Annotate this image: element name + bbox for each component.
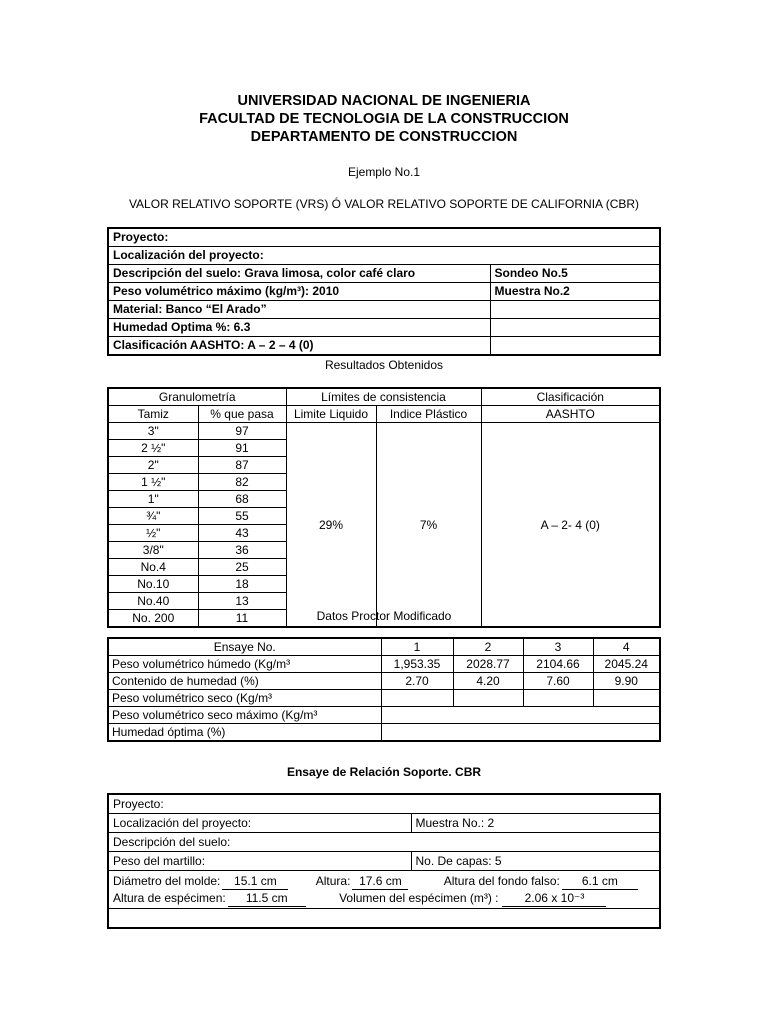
results-table [107, 387, 661, 628]
soil-description-field: Descripción del suelo: Grava limosa, color café claro [108, 265, 490, 283]
trial-number: 2 [453, 638, 523, 656]
sieve-cell: 2 ½" [108, 440, 198, 457]
trial-number: 1 [381, 638, 453, 656]
sondeo-field: Sondeo No.5 [490, 265, 660, 283]
passing-cell: 43 [198, 525, 286, 542]
passing-cell: 18 [198, 576, 286, 593]
sieve-cell: 3/8" [108, 542, 198, 559]
dry-weight-label: Peso volumétrico seco (Kg/m³ [108, 690, 381, 707]
cbr-title: Ensaye de Relación Soporte. CBR [286, 765, 482, 779]
sieve-cell: 1" [108, 491, 198, 508]
optimal-moisture-label: Humedad óptima (%) [108, 724, 381, 742]
sieve-cell: 3" [108, 423, 198, 440]
mold-diameter-label: Diámetro del molde: [113, 874, 221, 888]
aashto-header: AASHTO [481, 406, 660, 423]
optimal-moisture-field: Humedad Optima %: 6.3 [108, 319, 490, 337]
hammer-weight-field: Peso del martillo: [108, 852, 411, 871]
plasticity-index-header: Indice Plástico [376, 406, 481, 423]
granulometry-header: Granulometría [108, 388, 286, 406]
wet-weight-label: Peso volumétrico húmedo (Kg/m³ [108, 656, 381, 673]
wet-weight-value: 2045.24 [593, 656, 660, 673]
sieve-cell: 2" [108, 457, 198, 474]
passing-cell: 13 [198, 593, 286, 610]
sample-field: Muestra No.2 [490, 283, 660, 301]
passing-cell: 91 [198, 440, 286, 457]
mold-height-value: 17.6 cm [352, 873, 408, 890]
empty-cell [593, 690, 660, 707]
empty-cell [381, 690, 453, 707]
wet-weight-value: 1,953.35 [381, 656, 453, 673]
moisture-content-value: 4.20 [453, 673, 523, 690]
university-title: UNIVERSIDAD NACIONAL DE INGENIERIA [237, 93, 531, 109]
project-info-table [107, 227, 661, 356]
mold-row-2 [113, 890, 655, 907]
trial-label: Ensaye No. [108, 638, 381, 656]
cbr-location-field: Localización del proyecto: [108, 814, 411, 833]
moisture-content-value: 9.90 [593, 673, 660, 690]
specimen-volume-value: 2.06 x 10⁻³ [502, 890, 606, 907]
mold-dimensions-cell [108, 871, 660, 909]
faculty-title: FACULTAD DE TECNOLOGIA DE LA CONSTRUCCION [199, 111, 569, 127]
cbr-sample-field: Muestra No.: 2 [411, 814, 660, 833]
cbr-table [107, 793, 661, 929]
empty-cell [381, 707, 660, 724]
document-subtitle: VALOR RELATIVO SOPORTE (VRS) Ó VALOR RELATIVO SOPORTE DE CALIFORNIA (CBR) [128, 197, 640, 211]
passing-cell: 25 [198, 559, 286, 576]
passing-cell: 97 [198, 423, 286, 440]
passing-cell: 87 [198, 457, 286, 474]
wet-weight-value: 2104.66 [523, 656, 593, 673]
consistency-limits-header: Límites de consistencia [286, 388, 481, 406]
sieve-cell: No. 200 [108, 610, 198, 628]
passing-cell: 36 [198, 542, 286, 559]
moisture-content-value: 7.60 [523, 673, 593, 690]
passing-cell: 55 [198, 508, 286, 525]
sieve-cell: No.40 [108, 593, 198, 610]
mold-row-1 [113, 873, 655, 890]
plasticity-index-value: 7% [376, 423, 481, 628]
empty-cell [523, 690, 593, 707]
results-title: Resultados Obtenidos [324, 358, 444, 372]
trial-number: 4 [593, 638, 660, 656]
max-weight-field: Peso volumétrico máximo (kg/m³): 2010 [108, 283, 490, 301]
empty-cell [108, 909, 660, 929]
cbr-soil-description-field: Descripción del suelo: [108, 833, 660, 852]
liquid-limit-value: 29% [286, 423, 376, 628]
sieve-cell: No.10 [108, 576, 198, 593]
empty-cell [453, 690, 523, 707]
example-label: Ejemplo No.1 [347, 165, 421, 179]
sieve-header: Tamiz [108, 406, 198, 423]
mold-diameter-value: 15.1 cm [222, 873, 288, 890]
false-bottom-label: Altura del fondo falso: [443, 874, 560, 888]
liquid-limit-header: Limite Liquido [286, 406, 376, 423]
false-bottom-value: 6.1 cm [562, 873, 638, 890]
empty-cell [490, 301, 660, 319]
material-field: Material: Banco “El Arado” [108, 301, 490, 319]
specimen-volume-label: Volumen del espécimen (m³) : [339, 891, 499, 905]
wet-weight-value: 2028.77 [453, 656, 523, 673]
passing-cell: 68 [198, 491, 286, 508]
classification-header: Clasificación [481, 388, 660, 406]
empty-cell [490, 319, 660, 337]
passing-cell: 11 [198, 610, 286, 628]
sieve-cell: ¾" [108, 508, 198, 525]
moisture-content-label: Contenido de humedad (%) [108, 673, 381, 690]
aashto-class-value: A – 2- 4 (0) [481, 423, 660, 628]
mold-height-label: Altura: [315, 874, 351, 888]
passing-cell: 82 [198, 474, 286, 491]
proctor-table [107, 637, 661, 742]
location-field: Localización del proyecto: [108, 247, 660, 265]
specimen-height-label: Altura de espécimen: [113, 891, 226, 905]
layers-field: No. De capas: 5 [411, 852, 660, 871]
trial-number: 3 [523, 638, 593, 656]
max-dry-weight-label: Peso volumétrico seco máximo (Kg/m³ [108, 707, 381, 724]
aashto-classification-field: Clasificación AASHTO: A – 2 – 4 (0) [108, 337, 490, 356]
sieve-cell: ½" [108, 525, 198, 542]
cbr-project-field: Proyecto: [108, 794, 660, 814]
passing-header: % que pasa [198, 406, 286, 423]
specimen-height-value: 11.5 cm [228, 890, 306, 907]
sieve-cell: 1 ½" [108, 474, 198, 491]
moisture-content-value: 2.70 [381, 673, 453, 690]
sieve-cell: No.4 [108, 559, 198, 576]
empty-cell [381, 724, 660, 742]
department-title: DEPARTAMENTO DE CONSTRUCCION [250, 129, 518, 145]
proctor-title: Datos Proctor Modificado [316, 609, 452, 623]
empty-cell [490, 337, 660, 356]
project-field: Proyecto: [108, 228, 660, 247]
